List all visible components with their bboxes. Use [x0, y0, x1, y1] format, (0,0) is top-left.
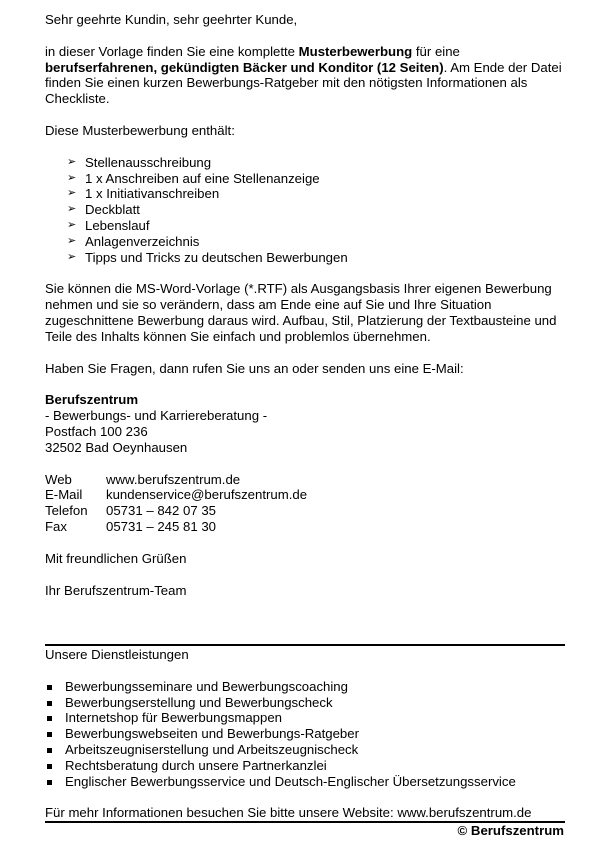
square-bullet-icon: [47, 685, 52, 690]
website-link[interactable]: www.berufszentrum.de: [106, 471, 241, 487]
phone-number: 05731 – 842 07 35: [106, 503, 217, 519]
letter-body: [45, 12, 565, 598]
list-item: Bewerbungsseminare und Bewerbungscoaching: [45, 679, 565, 695]
company-tagline: - Bewerbungs- und Karriereberatung -: [45, 408, 268, 424]
list-item: ➢ Anlagenverzeichnis: [67, 233, 200, 249]
intro-bold-profession: berufserfahrenen, gekündigten Bäcker und Konditor (12 Seiten): [45, 59, 444, 75]
list-item: Arbeitszeugniserstellung und Arbeitszeugnischeck: [45, 742, 565, 758]
intro-text: . Am Ende der Datei finden Sie einen kurzen Bewerbungs-Ratgeber mit den nötigsten Informationen als Checkliste.: [45, 59, 562, 107]
contact-row-fax: Fax 05731 – 245 81 30: [45, 518, 217, 534]
list-item: Englischer Bewerbungsservice und Deutsch-Englischer Übersetzungsservice: [45, 774, 565, 790]
square-bullet-icon: [47, 780, 52, 785]
list-item: ➢ 1 x Anschreiben auf eine Stellenanzeige: [67, 170, 320, 186]
arrow-bullet-icon: ➢: [67, 155, 77, 168]
contents-list: [45, 155, 565, 266]
arrow-bullet-icon: ➢: [67, 171, 77, 184]
more-info-text: Für mehr Informationen besuchen Sie bitte unsere Website: www.berufszentrum.de: [45, 805, 532, 820]
salutation: Sehr geehrte Kundin, sehr geehrter Kunde,: [45, 12, 298, 27]
copyright-text: © Berufszentrum: [457, 823, 564, 838]
list-item: ➢ 1 x Initiativanschreiben: [67, 186, 220, 202]
closing: Mit freundlichen Grüßen: [45, 550, 187, 566]
list-item: Internetshop für Bewerbungsmappen: [45, 710, 565, 726]
list-item: ➢ Stellenausschreibung: [67, 154, 212, 170]
company-name: Berufszentrum: [45, 392, 139, 408]
contents-heading: Diese Musterbewerbung enthält:: [45, 122, 235, 138]
contact-row-web: Web www.berufszentrum.de: [45, 471, 241, 487]
services-section: [45, 647, 565, 789]
list-item: ➢ Deckblatt: [67, 202, 140, 218]
arrow-bullet-icon: ➢: [67, 234, 77, 247]
questions-paragraph: Haben Sie Fragen, dann rufen Sie uns an oder senden uns eine E-Mail:: [45, 360, 464, 376]
arrow-bullet-icon: ➢: [67, 187, 77, 200]
contact-row-phone: Telefon 05731 – 842 07 35: [45, 503, 217, 519]
square-bullet-icon: [47, 732, 52, 737]
services-list: [45, 679, 565, 790]
list-item: Bewerbungserstellung und Bewerbungscheck: [45, 695, 565, 711]
usage-paragraph: Sie können die MS-Word-Vorlage (*.RTF) als Ausgangsbasis Ihrer eigenen Bewerbung nehmen und sie so verändern, dass am Ende eine auf Sie und Ihre Situation zugeschnittene Bewerbung daraus wird. Aufbau, Stil, Platzierung der Textbausteine und Teile des Inhalts können Sie einfach und problemlos übernehmen.: [45, 281, 557, 344]
email-link[interactable]: kundenservice@berufszentrum.de: [106, 487, 308, 503]
intro-bold-product: Musterbewerbung: [298, 43, 413, 59]
arrow-bullet-icon: ➢: [67, 218, 77, 231]
divider: [45, 644, 565, 646]
address-city: 32502 Bad Oeynhausen: [45, 439, 188, 455]
fax-number: 05731 – 245 81 30: [106, 518, 217, 534]
arrow-bullet-icon: ➢: [67, 203, 77, 216]
arrow-bullet-icon: ➢: [67, 250, 77, 263]
square-bullet-icon: [47, 701, 52, 706]
list-item: ➢ Tipps und Tricks zu deutschen Bewerbungen: [67, 249, 348, 265]
address-postbox: Postfach 100 236: [45, 423, 148, 439]
list-item: Bewerbungswebseiten und Bewerbungs-Ratgeber: [45, 726, 565, 742]
intro-text: in dieser Vorlage finden Sie eine komplette: [45, 43, 299, 59]
intro-text: für eine: [412, 43, 460, 59]
square-bullet-icon: [47, 748, 52, 753]
services-heading: Unsere Dienstleistungen: [45, 647, 189, 662]
list-item: Rechtsberatung durch unsere Partnerkanzlei: [45, 758, 565, 774]
contact-row-email: E-Mail kundenservice@berufszentrum.de: [45, 487, 308, 503]
signature: Ihr Berufszentrum-Team: [45, 582, 187, 598]
contact-block: [45, 472, 565, 535]
square-bullet-icon: [47, 764, 52, 769]
list-item: ➢ Lebenslauf: [67, 217, 150, 233]
intro-paragraph: [45, 44, 565, 107]
square-bullet-icon: [47, 716, 52, 721]
